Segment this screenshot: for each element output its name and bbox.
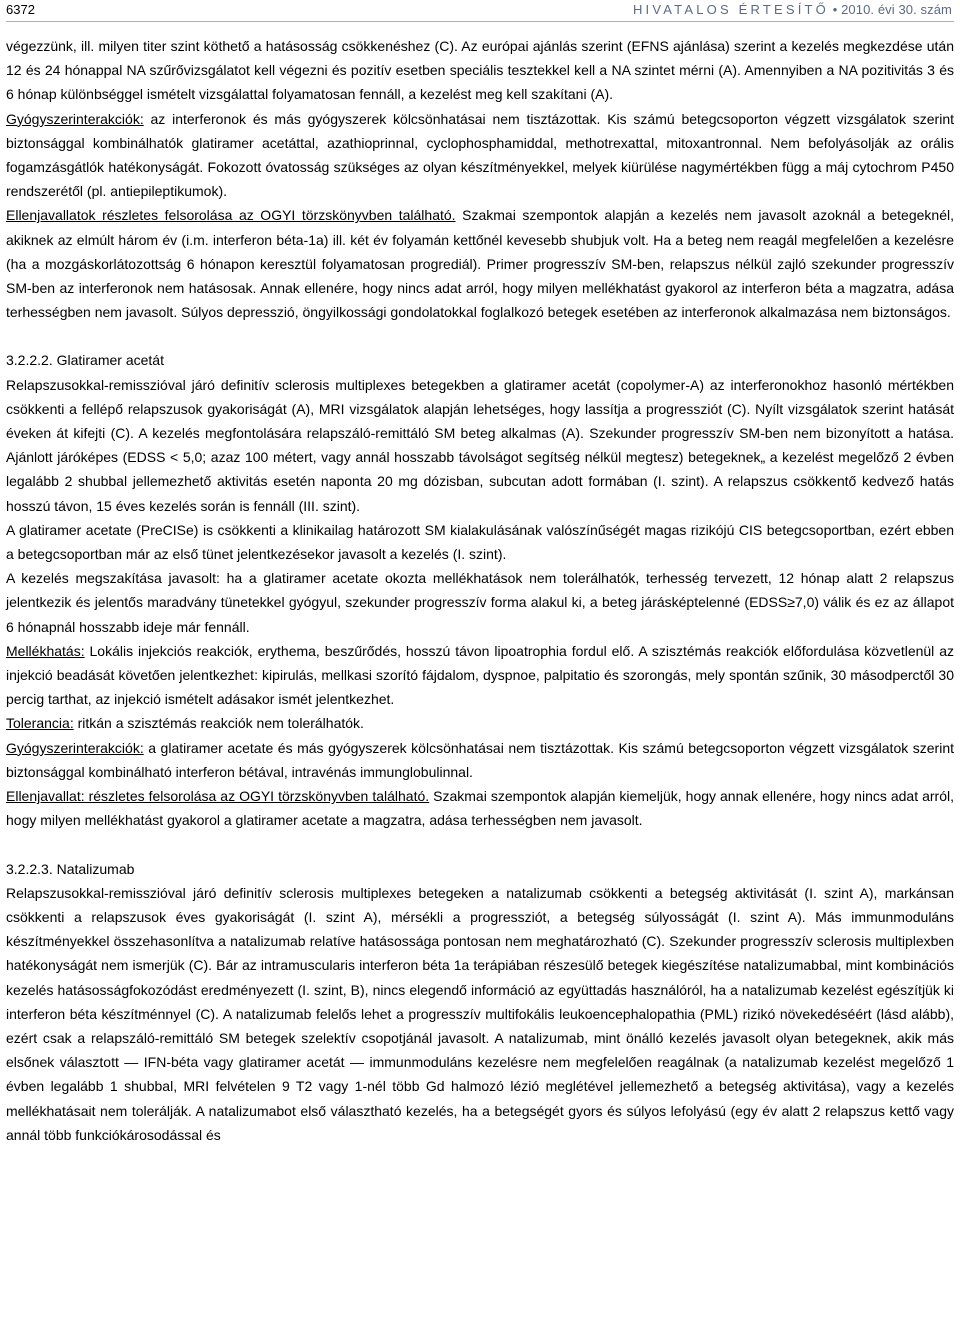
- tolerance-text: ritkán a szisztémás reakciók nem tolerálhatók.: [73, 715, 364, 732]
- header-rule: [6, 21, 954, 22]
- glatiramer-side-effects: [6, 639, 954, 712]
- interactions-label: Gyógyszerinterakciók:: [6, 110, 144, 127]
- glatiramer-paragraph-3: A kezelés megszakítása javasolt: ha a glatiramer acetate okozta mellékhatások nem tolerálhatók, terhesség tervezett, 12 hónap alatt 2 relapszus jelentkezik és jelentős maradvány tünetekkel gyógyul, szekunder progresszív forma alakul ki, a beteg járásképtelenné (EDSS≥7,0) válik és ez az állapot 6 hónapnál hosszabb ideje már fennáll.: [6, 570, 954, 635]
- publication-name: HIVATALOS ÉRTESÍTŐ: [632, 2, 829, 17]
- page-number: 6372: [6, 2, 35, 17]
- paragraph-interactions: [6, 107, 954, 204]
- page-header: [0, 0, 960, 22]
- glatiramer-contraindication-text: Szakmai szempontok alapján kiemeljük, hogy annak ellenére, hogy nincs adat arról, hogy milyen mellékhatást gyakorol a glatiramer acetate a magzatra, adása terhességben nem javasolt.: [6, 788, 954, 829]
- glatiramer-paragraph-2: A glatiramer acetate (PreCISe) is csökkenti a klinikailag határozott SM kialakulásának valószínűségét magas rizikójú CIS betegcsoportban, ezért ebben a betegcsoportban már az első tünet jelentkezésekor javasolt a kezelés (I. szint).: [6, 521, 954, 563]
- glatiramer-interactions-label: Gyógyszerinterakciók:: [6, 739, 144, 756]
- contraindications-label: Ellenjavallatok részletes felsorolása az OGYI törzskönyvben található.: [6, 207, 456, 224]
- side-effects-label: Mellékhatás:: [6, 642, 85, 659]
- section-heading-natalizumab: 3.2.2.3. Natalizumab: [6, 860, 135, 877]
- section-heading-glatiramer: 3.2.2.2. Glatiramer acetát: [6, 352, 164, 369]
- contraindications-text: Szakmai szempontok alapján a kezelés nem javasolt azoknál a betegeknél, akiknek az elmúlt három év (i.m. interferon béta-1a) ill. két év folyamán kettőnél kevesebb shubjuk volt. Ha a beteg nem reagál megfelelően a kezelésre (ha a mozgáskorlátozottság 6 hónapon keresztül folyamatosan progrediál). Primer progresszív SM-ben, relapszus nélkül zajló szekunder progresszív SM-ben az interferonok nem hatásosak. Annak ellenére, hogy nincs adat arról, hogy milyen mellékhatást gyakorol az interferon béta a magzatra, adása terhességben nem javasolt. Súlyos depresszió, öngyilkossági gondolatokkal foglalkozó betegek esetében az interferonok alkalmazása nem biztonságos.: [6, 207, 954, 321]
- glatiramer-tolerance: [6, 711, 954, 735]
- glatiramer-contraindication: [6, 784, 954, 832]
- section-gap: [6, 833, 954, 857]
- tolerance-label: Tolerancia:: [6, 715, 74, 732]
- glatiramer-interactions: [6, 736, 954, 784]
- interactions-text: az interferonok és más gyógyszerek kölcsönhatásai nem tisztázottak. Kis számú betegcsoporton végzett vizsgálatok szerint biztonsággal kombinálhatók glatiramer acetáttal, azathioprinnal, cyclophosphamiddal, methotrexattal, mitoxantronnal. Nem befolyásolják az orális fogamzásgátlók hatékonyságát. Fokozott óvatosság szükséges az olyan készítményekkel, melyek kiürülése nagymértékben függ a máj cytochrom P450 rendszerétől (pl. antiepileptikumok).: [6, 110, 954, 200]
- publication-title: [633, 2, 952, 17]
- publication-issue: • 2010. évi 30. szám: [829, 2, 952, 17]
- side-effects-text: Lokális injekciós reakciók, erythema, beszűrődés, hosszú távon lipoatrophia fordul elő. A szisztémás reakciók előfordulása közvetlenül az injekció beadását követően jelentkezhet: kipirulás, mellkasi szorító fájdalom, dyspnoe, palpitatio és szorongás, mely spontán szűnik, 30 másodperctől 30 percig tarthat, az injekció ismételt adásakor ismét jelentkezhet.: [6, 642, 954, 708]
- glatiramer-interactions-text: a glatiramer acetate és más gyógyszerek kölcsönhatásai nem tisztázottak. Kis számú betegcsoporton végzett vizsgálatok szerint biztonsággal kombinálható interferon bétával, intravénás immunglobulinnal.: [6, 739, 954, 780]
- natalizumab-paragraph-1: Relapszusokkal-remisszióval járó definitív sclerosis multiplexes betegeken a natalizumab csökkenti a betegség aktivitását (I. szint A), markánsan csökkenti a relapszusok éves gyakoriságát (I. szint A), mérsékli a progressziót, a betegség súlyosságát (I. szint A). Más immunmoduláns készítményekkel összehasonlítva a natalizumab relatíve hatásossága pontosan nem meghatározható (C). Szekunder progresszív sclerosis multiplexben hatékonyságát nem ismerjük (C). Bár az intramuscularis interferon béta 1a terápiában részesülő betegek kiegészítése natalizumabbal, mint kombinációs kezelés hatásosságfokozódást eredményezett (I. szint, B), nincs elegendő információ az együttadás használóról, ha a natalizumab kezelést egészítjük ki interferon béta készítménnyel (C). A natalizumab felelős lehet a progresszív multifokális leukoencephalopathia (PML) rizikó növekedéséért (lásd alább), ezért csak a relapszáló-remittáló SM betegek szelektív csopotjánál javasolt. A natalizumab, mint önálló kezelés javasolt olyan betegeknek, akik más elsőnek választott — IFN-béta vagy glatiramer acetát — immunmoduláns kezelésre nem megfelelően reagálnak (a natalizumab kezelést megelőző 1 évben legalább 1 shubbal, MRI felvételen 9 T2 vagy 1-nél több Gd halmozó lézió meglétével jellemezhető a betegség aktivitása), vagy a kezelés mellékhatásait nem tolerálják. A natalizumabot első választható kezelés, ha a betegségét gyors és súlyos lefolyású (egy év alatt 2 relapszus kettő vagy annál több funkciókárosodással és: [6, 884, 954, 1143]
- section-gap: [6, 324, 954, 348]
- glatiramer-contraindication-label: Ellenjavallat: részletes felsorolása az OGYI törzskönyvben található.: [6, 788, 430, 805]
- paragraph-titer: végezzünk, ill. milyen titer szint köthető a hatásosság csökkenéshez (C). Az európai ajánlás szerint (EFNS ajánlása) szerint a kezelés megkezdése után 12 és 24 hónappal NA szűrővizsgálatot kell végezni és pozitív esetben speciális tesztekkel kell a NA szintet mérni (A). Amennyiben a NA pozitivitás 3 és 6 hónap különbséggel ismételt vizsgálattal folyamatosan fennáll, a kezelést meg kell szakítani (A).: [6, 38, 954, 103]
- document-body: [6, 34, 954, 1147]
- glatiramer-paragraph-1: Relapszusokkal-remisszióval járó definitív sclerosis multiplexes betegekben a glatiramer acetát (copolymer-A) az interferonokhoz hasonló mértékben csökkenti a fellépő relapszusok gyakoriságát (A), MRI vizsgálatok alapján lehetséges, hogy lassítja a progressziót (C). Nyílt vizsgálatok szerint hatását éveken át kifejti (C). A kezelés megfontolására relapszáló-remittáló SM beteg alkalmas (A). Szekunder progresszív SM-ben nem bizonyított a hatása. Ajánlott járóképes (EDSS < 5,0; azaz 100 métert, vagy annál hosszabb távolságot segítség nélkül megtesz) betegeknek„ a kezelést megelőző 2 évben legalább 2 shubbal jellemezhető aktivitás esetén naponta 20 mg dózisban, subcutan adott formában (I. szint). A relapszus csökkentő kedvező hatás hosszú távon, 15 éves kezelés során is fennáll (III. szint).: [6, 376, 954, 514]
- paragraph-contraindications: [6, 203, 954, 324]
